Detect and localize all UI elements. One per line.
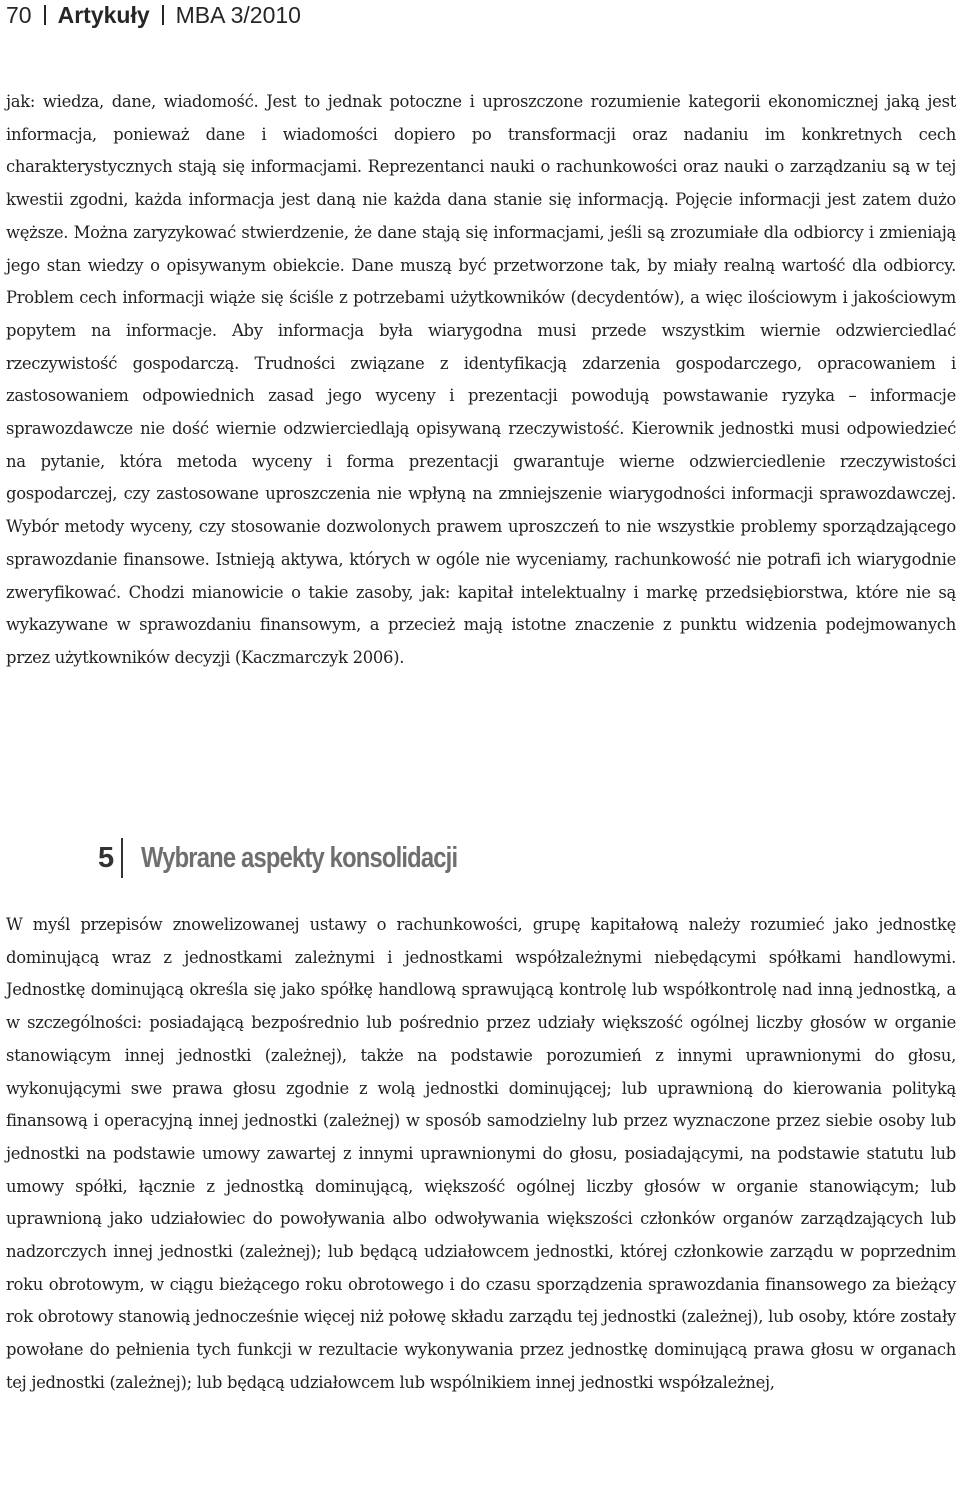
body-paragraph: W myśl przepisów znowelizowanej ustawy o rachunkowości, grupę kapitałową należy rozumieć jako jednostkę dominującą wraz z jednostkami zależnymi i jednostkami współzależnymi niebędącymi spółkami handlowymi. Jednostkę dominującą określa się jako spółkę handlową sprawującą kontrolę lub współkontrolę nad inną jednostką, a w szczególności: posiadającą bezpośrednio lub pośrednio przez udziały większość ogólnej liczby głosów w organie stanowiącym innej jednostki (zależnej), także na podstawie porozumień z innymi uprawnionymi do głosu, wykonującymi swe prawa głosu zgodnie z wolą jednostki dominującej; lub uprawnioną do kierowania polityką finansową i operacyjną innej jednostki (zależnej) w sposób samodzielny lub przez wyznaczone przez siebie osoby lub jednostki na podstawie umowy zawartej z innymi uprawnionymi do głosu, posiadającymi, na podstawie statutu lub umowy spółki, łącznie z jednostką dominującą, większość ogólnej liczby głosów w organie stanowiącym; lub uprawnioną jako udziałowiec do powoływania albo odwoływania większości członków organów zarządzających lub nadzorczych innej jednostki (zależnej); lub będącą udziałowcem jednostki, której członkowie zarządu w poprzednim roku obrotowym, w ciągu bieżącego roku obrotowego i do czasu sporządzenia sprawozdania finansowego za bieżący rok obrotowy stanowią jednocześnie więcej niż połowę składu zarządu tej jednostki (zależnej), lub osoby, które zostały powołane do pełnienia tych funkcji w rezultacie wykonywania przez jednostkę dominującą prawa głosu w organach tej jednostki (zależnej); lub będącą udziałowcem lub wspólnikiem innej jednostki współzależnej, [6,915,956,1392]
journal-issue: MBA 3/2010 [175,1,301,28]
body-paragraph: jak: wiedza, dane, wiadomość. Jest to jednak potoczne i uproszczone rozumienie kategorii ekonomicznej jaką jest informacja, ponieważ dane i wiadomości dopiero po transformacji oraz nadaniu im konkretnych cech charakterystycznych stają się informacjami. Reprezentanci nauki o rachunkowości oraz nauki o zarządzaniu są w tej kwestii zgodni, każda informacja jest daną nie każda dana stanie się informacją. Pojęcie informacji jest zatem dużo węższe. Można zaryzykować stwierdzenie, że dane stają się informacjami, jeśli są zrozumiałe dla odbiorcy i zmieniają jego stan wiedzy o opisywanym obiekcie. Dane muszą być przetworzone tak, by miały realną wartość dla odbiorcy. Problem cech informacji wiąże się ściśle z potrzebami użytkowników (decydentów), a więc ilościowym i jakościowym popytem na informacje. Aby informacja była wiarygodna musi przede wszystkim wiernie odzwierciedlać rzeczywistość gospodarczą. Trudności związane z identyfikacją zdarzenia gospodarczego, opracowaniem i zastosowaniem odpowiednich zasad jego wyceny i prezentacji powodują powstawanie ryzyka – informacje sprawozdawcze nie dość wiernie odzwierciedlają opisywaną rzeczywistość. Kierownik jednostki musi odpowiedzieć na pytanie, która metoda wyceny i forma prezentacji gwarantuje wierne odzwierciedlenie rzeczywistości gospodarczej, czy zastosowane uproszczenia nie wpłyną na zmniejszenie wiarygodności informacji sprawozdawczej. Wybór metody wyceny, czy stosowanie dozwolonych prawem uproszczeń to nie wszystkie problemy sporządzającego sprawozdanie finansowe. Istnieją aktywa, których w ogóle nie wyceniamy, rachunkowość nie potrafi ich wiarygodnie zweryfikować. Chodzi mianowicie o takie zasoby, jak: kapitał intelektualny i markę przedsiębiorstwa, które nie są wykazywane w sprawozdaniu finansowym, a przecież mają istotne znaczenie z punktu widzenia podejmowanych przez użytkowników decyzji (Kaczmarczyk 2006). [6,92,956,667]
section-heading [98,835,527,881]
section-number: 5 [98,841,114,874]
section-divider [121,838,123,878]
page-number: 70 [6,1,32,28]
section-title: Wybrane aspekty konsolidacji [141,841,458,874]
running-header [6,0,301,30]
header-divider [162,5,164,25]
section-name: Artykuły [57,1,150,28]
header-divider [44,5,46,25]
